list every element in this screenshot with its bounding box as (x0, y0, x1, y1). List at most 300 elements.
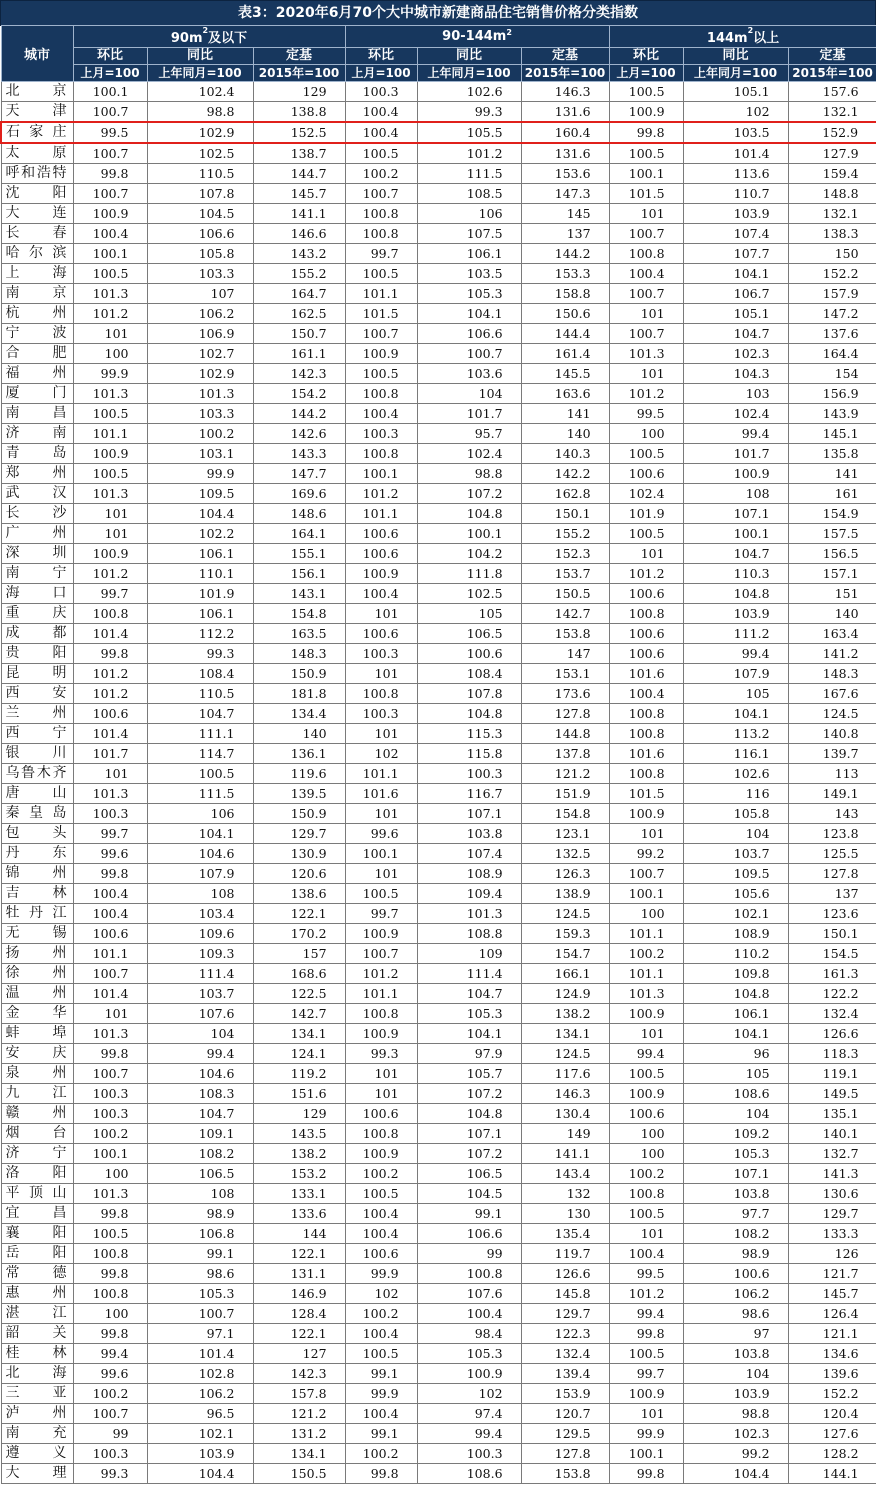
index-cell: 101.2 (609, 1284, 683, 1304)
city-cell: 湛江 (1, 1304, 73, 1324)
index-cell: 101.3 (73, 1024, 147, 1044)
index-cell: 107.1 (417, 804, 521, 824)
index-cell: 103.4 (147, 904, 253, 924)
city-cell: 宜昌 (1, 1204, 73, 1224)
index-cell: 99.4 (683, 424, 788, 444)
index-cell: 99.5 (609, 404, 683, 424)
index-cell: 100.8 (73, 604, 147, 624)
index-cell: 99.9 (609, 1424, 683, 1444)
index-cell: 106.8 (147, 1224, 253, 1244)
index-cell: 99.1 (345, 1424, 417, 1444)
index-cell: 100.1 (417, 524, 521, 544)
index-cell: 98.9 (683, 1244, 788, 1264)
city-cell: 烟台 (1, 1124, 73, 1144)
city-cell: 武汉 (1, 484, 73, 504)
index-cell: 104 (683, 824, 788, 844)
index-cell: 101 (73, 324, 147, 344)
index-cell: 101 (345, 804, 417, 824)
table-row (1, 224, 876, 244)
table-row (1, 1224, 876, 1244)
index-cell: 109.8 (683, 964, 788, 984)
index-cell: 100.9 (345, 1144, 417, 1164)
index-cell: 161 (788, 484, 876, 504)
group-header-small: $90m^2$及以下 (73, 26, 345, 48)
table-row (1, 102, 876, 123)
index-cell: 119.1 (788, 1064, 876, 1084)
index-cell: 96 (683, 1044, 788, 1064)
index-cell: 99.8 (345, 1464, 417, 1484)
index-cell: 99.6 (345, 824, 417, 844)
city-cell: 南昌 (1, 404, 73, 424)
city-column-header: 城市 (1, 26, 73, 82)
index-cell: 138.2 (521, 1004, 609, 1024)
index-cell: 110.7 (683, 184, 788, 204)
index-cell: 101 (609, 1404, 683, 1424)
index-cell: 164.7 (253, 284, 345, 304)
index-cell: 102 (345, 1284, 417, 1304)
index-cell: 111.5 (147, 784, 253, 804)
index-cell: 138.2 (253, 1144, 345, 1164)
city-cell: 岳阳 (1, 1244, 73, 1264)
index-cell: 157.6 (788, 82, 876, 102)
index-cell: 99.4 (609, 1304, 683, 1324)
index-cell: 99.7 (73, 824, 147, 844)
metric-header-mom: 环比 (73, 48, 147, 65)
city-cell: 惠州 (1, 1284, 73, 1304)
index-cell: 144.7 (253, 164, 345, 184)
index-cell: 100.7 (609, 284, 683, 304)
index-cell: 107.4 (683, 224, 788, 244)
index-cell: 103.5 (683, 122, 788, 143)
city-cell: 三亚 (1, 1384, 73, 1404)
index-cell: 100.6 (609, 644, 683, 664)
index-cell: 139.5 (253, 784, 345, 804)
index-cell: 104.7 (147, 1104, 253, 1124)
index-cell: 101 (609, 364, 683, 384)
index-cell: 100.7 (345, 324, 417, 344)
index-cell: 99.8 (73, 1044, 147, 1064)
index-cell: 152.3 (521, 544, 609, 564)
index-cell: 98.8 (683, 1404, 788, 1424)
index-cell: 100.6 (345, 544, 417, 564)
index-cell: 154 (788, 364, 876, 384)
city-cell: 南宁 (1, 564, 73, 584)
index-cell: 145.1 (788, 424, 876, 444)
index-cell: 161.1 (253, 344, 345, 364)
table-row (1, 1284, 876, 1304)
index-cell: 108.8 (417, 924, 521, 944)
table-row (1, 284, 876, 304)
city-cell: 北京 (1, 82, 73, 102)
index-cell: 159.3 (521, 924, 609, 944)
index-cell: 98.8 (417, 464, 521, 484)
index-cell: 102 (683, 102, 788, 123)
index-cell: 122.1 (253, 1244, 345, 1264)
index-cell: 134.1 (253, 1024, 345, 1044)
index-cell: 111.8 (417, 564, 521, 584)
index-cell: 100.6 (73, 924, 147, 944)
table-row (1, 204, 876, 224)
base-header-last-month: 上月=100 (73, 65, 147, 82)
index-cell: 100.3 (345, 82, 417, 102)
index-cell: 100.3 (73, 804, 147, 824)
index-cell: 98.8 (147, 102, 253, 123)
index-cell: 105.8 (683, 804, 788, 824)
table-row (1, 1164, 876, 1184)
index-cell: 111.4 (147, 964, 253, 984)
index-cell: 104.1 (683, 264, 788, 284)
index-cell: 150.9 (253, 804, 345, 824)
index-cell: 100.6 (609, 624, 683, 644)
index-cell: 101.4 (73, 624, 147, 644)
index-cell: 101.4 (73, 984, 147, 1004)
index-cell: 100.4 (345, 404, 417, 424)
city-cell: 济宁 (1, 1144, 73, 1164)
index-cell: 103.7 (683, 844, 788, 864)
index-cell: 101 (345, 664, 417, 684)
index-cell: 100.5 (345, 1344, 417, 1364)
index-cell: 102 (345, 744, 417, 764)
metric-header-fixed-base: 定基 (788, 48, 876, 65)
city-cell: 太原 (1, 143, 73, 164)
index-cell: 104.1 (683, 704, 788, 724)
city-cell: 韶关 (1, 1324, 73, 1344)
index-cell: 128.2 (788, 1444, 876, 1464)
index-cell: 100.5 (609, 524, 683, 544)
index-cell: 103.9 (147, 1444, 253, 1464)
index-cell: 143.2 (253, 244, 345, 264)
table-row-highlighted (1, 122, 876, 143)
table-row (1, 264, 876, 284)
index-cell: 99.2 (609, 844, 683, 864)
index-cell: 100.7 (73, 964, 147, 984)
index-cell: 140.1 (788, 1124, 876, 1144)
index-cell: 127.8 (521, 704, 609, 724)
group-header-large: $144m^2$以上 (609, 26, 876, 48)
index-cell: 154.8 (521, 804, 609, 824)
index-cell: 130 (521, 1204, 609, 1224)
index-cell: 109.5 (683, 864, 788, 884)
index-cell: 130.6 (788, 1184, 876, 1204)
index-cell: 100.9 (609, 1084, 683, 1104)
table-row (1, 384, 876, 404)
index-cell: 100.5 (345, 264, 417, 284)
index-cell: 99.8 (73, 864, 147, 884)
city-cell: 九江 (1, 1084, 73, 1104)
index-cell: 155.1 (253, 544, 345, 564)
index-cell: 104 (147, 1024, 253, 1044)
index-cell: 100.5 (609, 82, 683, 102)
city-cell: 包头 (1, 824, 73, 844)
index-cell: 153.3 (521, 264, 609, 284)
index-cell: 150.1 (788, 924, 876, 944)
index-cell: 100.5 (345, 884, 417, 904)
city-cell: 银川 (1, 744, 73, 764)
index-cell: 163.4 (788, 624, 876, 644)
table-row (1, 644, 876, 664)
index-cell: 100.6 (609, 584, 683, 604)
index-cell: 100.4 (345, 122, 417, 143)
index-cell: 100.3 (417, 764, 521, 784)
index-cell: 100 (73, 1164, 147, 1184)
index-cell: 102 (417, 1384, 521, 1404)
table-row (1, 1044, 876, 1064)
index-cell: 134.4 (253, 704, 345, 724)
index-cell: 106.2 (683, 1284, 788, 1304)
index-cell: 127.8 (521, 1444, 609, 1464)
index-cell: 100.7 (609, 224, 683, 244)
city-cell: 安庆 (1, 1044, 73, 1064)
table-row (1, 944, 876, 964)
index-cell: 108.4 (417, 664, 521, 684)
index-cell: 142.2 (521, 464, 609, 484)
index-cell: 151.9 (521, 784, 609, 804)
index-cell: 122.1 (253, 1324, 345, 1344)
index-cell: 169.6 (253, 484, 345, 504)
metric-header-yoy: 同比 (683, 48, 788, 65)
index-cell: 99.8 (609, 1464, 683, 1484)
index-cell: 101.1 (345, 984, 417, 1004)
index-cell: 100.2 (73, 1384, 147, 1404)
city-cell: 唐山 (1, 784, 73, 804)
index-cell: 104.5 (417, 1184, 521, 1204)
index-cell: 105.1 (683, 82, 788, 102)
index-cell: 99.3 (73, 1464, 147, 1484)
index-cell: 100.4 (609, 264, 683, 284)
index-cell: 129.7 (788, 1204, 876, 1224)
index-cell: 108.9 (417, 864, 521, 884)
index-cell: 143.4 (521, 1164, 609, 1184)
index-cell: 151.6 (253, 1084, 345, 1104)
index-cell: 107.9 (147, 864, 253, 884)
index-cell: 138.3 (788, 224, 876, 244)
table-row (1, 844, 876, 864)
index-cell: 100.6 (73, 704, 147, 724)
index-cell: 104.4 (147, 1464, 253, 1484)
index-cell: 147.2 (788, 304, 876, 324)
index-cell: 101 (73, 1004, 147, 1024)
index-cell: 106.1 (147, 604, 253, 624)
index-cell: 101.3 (417, 904, 521, 924)
index-cell: 104.2 (417, 544, 521, 564)
city-cell: 泉州 (1, 1064, 73, 1084)
index-cell: 104.5 (147, 204, 253, 224)
index-cell: 135.8 (788, 444, 876, 464)
index-cell: 100.2 (345, 164, 417, 184)
index-cell: 143.1 (253, 584, 345, 604)
index-cell: 100.4 (345, 1324, 417, 1344)
index-cell: 100.4 (73, 904, 147, 924)
index-cell: 140.8 (788, 724, 876, 744)
index-cell: 108.4 (147, 664, 253, 684)
index-cell: 122.2 (788, 984, 876, 1004)
index-cell: 132.4 (521, 1344, 609, 1364)
index-cell: 100.6 (345, 1244, 417, 1264)
index-cell: 104.4 (683, 1464, 788, 1484)
table-row (1, 1264, 876, 1284)
index-cell: 161.4 (521, 344, 609, 364)
city-cell: 锦州 (1, 864, 73, 884)
table-row (1, 364, 876, 384)
table-row (1, 524, 876, 544)
index-cell: 129 (253, 1104, 345, 1124)
index-cell: 104.7 (147, 704, 253, 724)
group-header-medium: $90-144m^2$ (345, 26, 609, 48)
index-cell: 100.8 (73, 1284, 147, 1304)
table-row (1, 1024, 876, 1044)
index-cell: 103.6 (417, 364, 521, 384)
index-cell: 141.3 (788, 1164, 876, 1184)
index-cell: 103.1 (147, 444, 253, 464)
city-cell: 南京 (1, 284, 73, 304)
index-cell: 100.4 (73, 224, 147, 244)
index-cell: 157 (253, 944, 345, 964)
index-cell: 168.6 (253, 964, 345, 984)
index-cell: 134.1 (253, 1444, 345, 1464)
index-cell: 104 (683, 1104, 788, 1124)
index-cell: 104.3 (683, 364, 788, 384)
index-cell: 142.3 (253, 364, 345, 384)
index-cell: 138.9 (521, 884, 609, 904)
index-cell: 101.2 (345, 964, 417, 984)
index-cell: 136.1 (253, 744, 345, 764)
index-cell: 101.5 (345, 304, 417, 324)
index-cell: 130.9 (253, 844, 345, 864)
index-cell: 162.8 (521, 484, 609, 504)
index-cell: 99.1 (417, 1204, 521, 1224)
index-cell: 101.2 (609, 564, 683, 584)
index-cell: 101.1 (73, 424, 147, 444)
table-title: 表3：2020年6月70个大中城市新建商品住宅销售价格分类指数 (0, 0, 876, 26)
index-cell: 103.7 (147, 984, 253, 1004)
index-cell: 104.7 (417, 984, 521, 1004)
city-cell: 桂林 (1, 1344, 73, 1364)
index-cell: 110.3 (683, 564, 788, 584)
index-cell: 106.6 (417, 1224, 521, 1244)
index-cell: 113 (788, 764, 876, 784)
index-cell: 115.8 (417, 744, 521, 764)
index-cell: 132.7 (788, 1144, 876, 1164)
index-cell: 100.6 (609, 1104, 683, 1124)
index-cell: 144.4 (521, 324, 609, 344)
index-cell: 148.8 (788, 184, 876, 204)
index-cell: 102.4 (609, 484, 683, 504)
index-cell: 105.3 (147, 1284, 253, 1304)
index-cell: 103.8 (683, 1344, 788, 1364)
index-cell: 99.4 (147, 1044, 253, 1064)
index-cell: 100.1 (609, 1444, 683, 1464)
city-cell: 长沙 (1, 504, 73, 524)
index-cell: 138.8 (253, 102, 345, 123)
index-cell: 100.8 (345, 224, 417, 244)
index-cell: 120.7 (521, 1404, 609, 1424)
index-cell: 101.3 (73, 284, 147, 304)
index-cell: 121.2 (521, 764, 609, 784)
index-cell: 100.8 (345, 1124, 417, 1144)
index-cell: 101 (609, 1224, 683, 1244)
index-cell: 105 (683, 684, 788, 704)
index-cell: 139.6 (788, 1364, 876, 1384)
index-cell: 101 (609, 824, 683, 844)
city-cell: 吉林 (1, 884, 73, 904)
city-cell: 沈阳 (1, 184, 73, 204)
index-cell: 137.8 (521, 744, 609, 764)
index-cell: 99.7 (345, 244, 417, 264)
index-cell: 153.1 (521, 664, 609, 684)
index-cell: 162.5 (253, 304, 345, 324)
index-cell: 100.2 (345, 1304, 417, 1324)
index-cell: 100.8 (609, 724, 683, 744)
index-cell: 100.5 (73, 1224, 147, 1244)
city-cell: 厦门 (1, 384, 73, 404)
metric-header-yoy: 同比 (417, 48, 521, 65)
index-cell: 99.6 (73, 844, 147, 864)
index-cell: 157.5 (788, 524, 876, 544)
index-cell: 100.8 (345, 1004, 417, 1024)
index-cell: 100.8 (417, 1264, 521, 1284)
index-cell: 99.9 (147, 464, 253, 484)
index-cell: 100.5 (609, 1344, 683, 1364)
index-cell: 102.2 (147, 524, 253, 544)
index-cell: 121.1 (788, 1324, 876, 1344)
index-cell: 100.6 (345, 1104, 417, 1124)
index-cell: 111.5 (417, 164, 521, 184)
index-cell: 100.9 (345, 1024, 417, 1044)
index-cell: 100 (609, 1144, 683, 1164)
table-row (1, 824, 876, 844)
index-cell: 141 (521, 404, 609, 424)
index-cell: 100.7 (417, 344, 521, 364)
index-cell: 107.1 (683, 504, 788, 524)
index-cell: 99.8 (609, 1324, 683, 1344)
index-cell: 101.4 (147, 1344, 253, 1364)
index-cell: 101.4 (683, 143, 788, 164)
index-cell: 100.8 (609, 1184, 683, 1204)
index-cell: 99.1 (345, 1364, 417, 1384)
index-cell: 101 (73, 504, 147, 524)
index-cell: 106.2 (147, 304, 253, 324)
index-cell: 100.4 (345, 1204, 417, 1224)
index-cell: 100.7 (73, 184, 147, 204)
index-cell: 110.5 (147, 684, 253, 704)
index-cell: 106.1 (147, 544, 253, 564)
index-cell: 144.2 (521, 244, 609, 264)
table-row (1, 1324, 876, 1344)
index-cell: 101 (345, 864, 417, 884)
index-cell: 121.7 (788, 1264, 876, 1284)
index-cell: 104.4 (147, 504, 253, 524)
city-cell: 哈尔滨 (1, 244, 73, 264)
city-cell: 宁波 (1, 324, 73, 344)
index-cell: 112.2 (147, 624, 253, 644)
index-cell: 105.8 (147, 244, 253, 264)
index-cell: 106.7 (683, 284, 788, 304)
index-cell: 100.1 (609, 164, 683, 184)
table-row (1, 1144, 876, 1164)
table-row (1, 884, 876, 904)
city-cell: 金华 (1, 1004, 73, 1024)
index-cell: 100.8 (609, 764, 683, 784)
table-row (1, 1064, 876, 1084)
index-cell: 107.2 (417, 1144, 521, 1164)
index-cell: 153.9 (521, 1384, 609, 1404)
index-cell: 106.9 (147, 324, 253, 344)
index-cell: 150 (788, 244, 876, 264)
index-cell: 96.5 (147, 1404, 253, 1424)
index-cell: 150.5 (253, 1464, 345, 1484)
index-cell: 99.8 (73, 164, 147, 184)
index-cell: 152.2 (788, 264, 876, 284)
